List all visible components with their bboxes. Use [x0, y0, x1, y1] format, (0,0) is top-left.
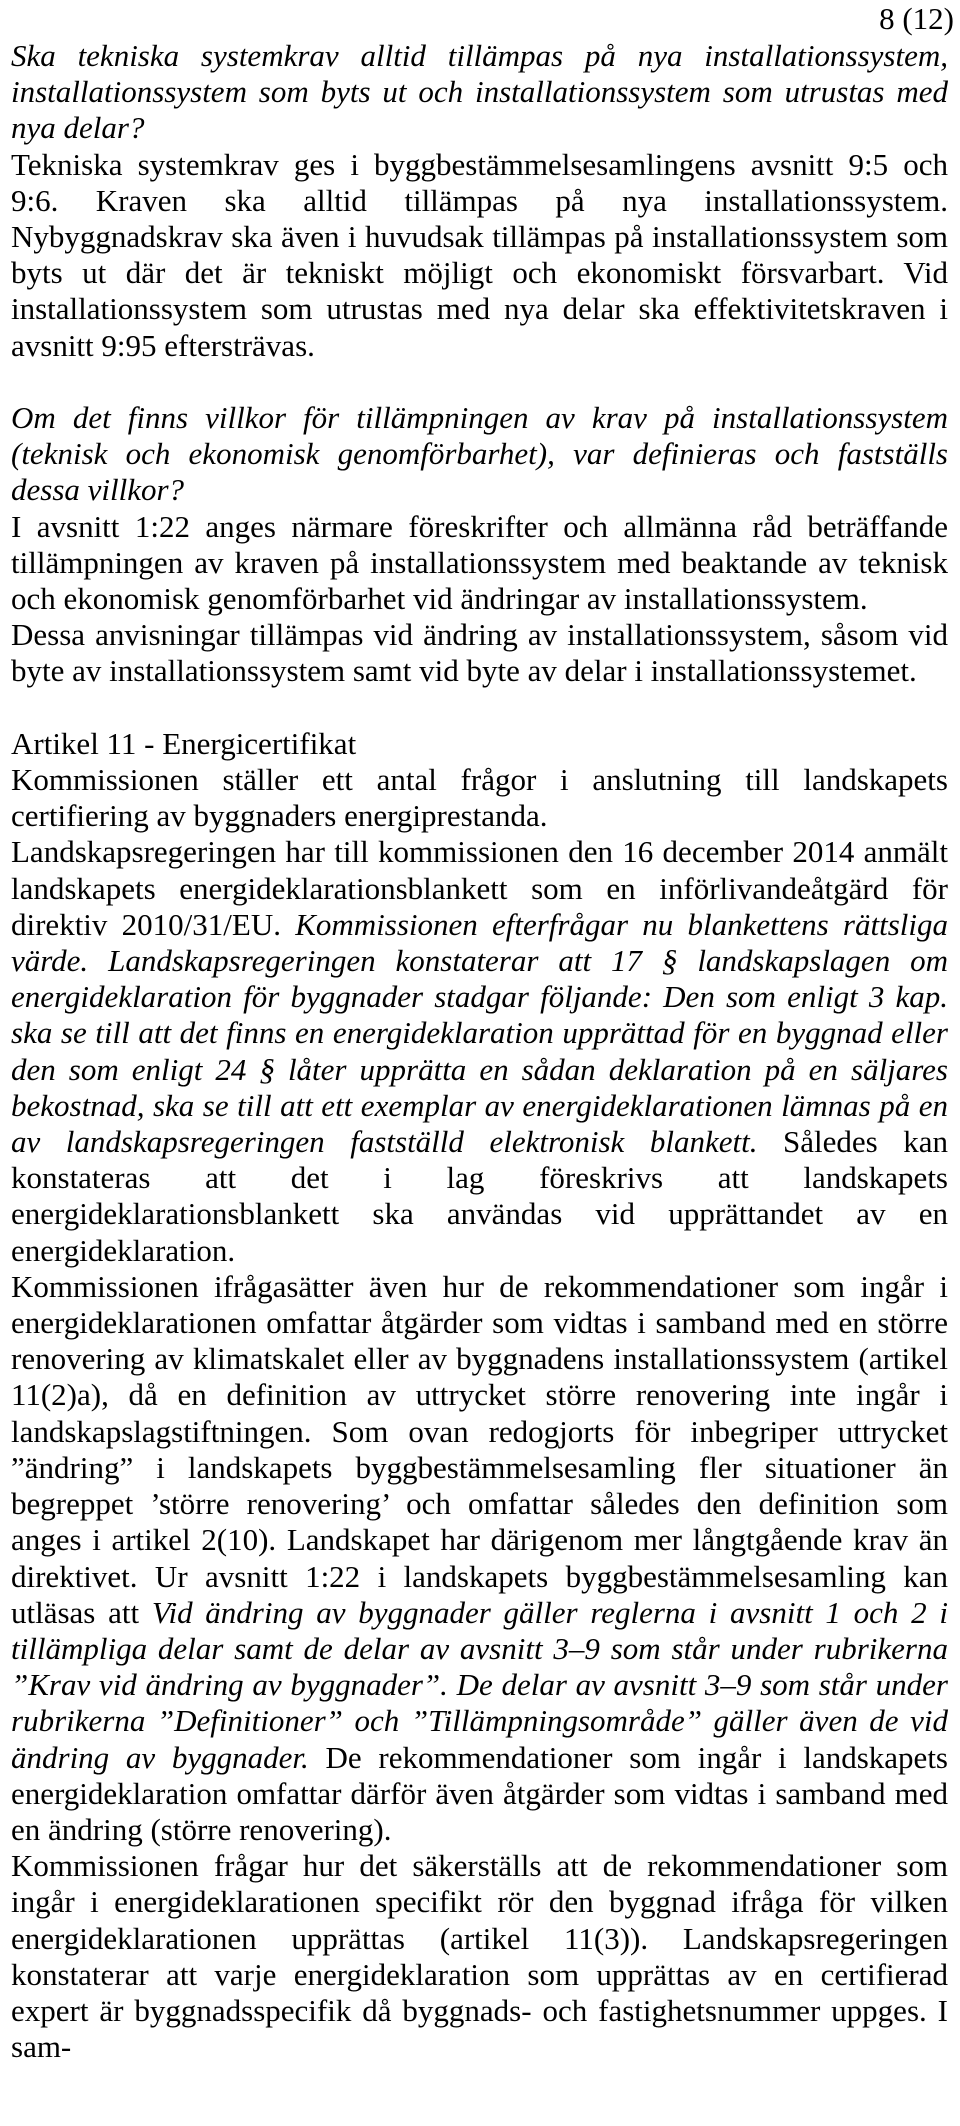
answer-conditions-p1: I avsnitt 1:22 anges närmare föreskrifter och allmänna råd beträffande tillämpningen av kraven på installationssystem med beaktande av teknisk och ekonomisk genomförbarhet vid ändringar av installationssystem. [11, 508, 948, 617]
answer-conditions-p2: Dessa anvisningar tillämpas vid ändring av installationssystem, såsom vid byte av installationssystem samt vid byte av delar i installationssystemet. [11, 617, 948, 689]
page-number: 8 (12) [879, 1, 954, 36]
question-system-requirements: Ska tekniska systemkrav alltid tillämpas på nya installationssystem, installationssystem som byts ut och installationssystem som utrustas med nya delar? [11, 38, 948, 146]
paragraph-major-renovation-b: De rekommendationer som ingår i landskapets energideklaration omfattar därför även åtgärder som vidtas i samband med en ändring (större renovering). [11, 1739, 948, 1847]
paragraph-declaration-form-quote: Kommissionen efterfrågar nu blankettens rättsliga värde. Landskapsregeringen konstaterar att 17 § landskapslagen om energideklaration för byggnader stadgar följande: Den som enligt 3 kap. ska se till att det finns en energideklaration upprättad för en byggnad eller den som enligt 24 § låter upprätta en sådan deklaration på en säljares bekostnad, ska se till att ett exemplar av energideklarationen lämnas på en av landskapsregeringen fastställd elektronisk blankett. [11, 906, 948, 1160]
question-conditions: Om det finns villkor för tillämpningen av krav på installationssystem (teknisk och ekonomisk genomförbarhet), var definieras och fastställs dessa villkor? [11, 400, 948, 508]
paragraph-spacer [11, 364, 948, 400]
document-body [11, 38, 948, 2065]
paragraph-declaration-form [11, 834, 948, 1268]
paragraph-major-renovation-a: Kommissionen ifrågasätter även hur de rekommendationer som ingår i energideklarationen omfattar åtgärder som vidtas i samband med en större renovering av klimatskalet eller av byggnadens installationssystem (artikel 11(2)a), då en definition av uttrycket större renovering inte ingår i landskapslagstiftningen. Som ovan redogjorts för inbegriper uttrycket ”ändring” i landskapets byggbestämmelsesamling fler situationer än begreppet ’större renovering’ och omfattar således den definition som anges i artikel 2(10). Landskapet har därigenom mer långtgående krav än direktivet. Ur avsnitt 1:22 i landskapets byggbestämmelsesamling kan utläsas att [11, 1268, 948, 1630]
paragraph-declaration-form-plain: Landskapsregeringen har till kommissionen den 16 december 2014 anmält landskapets energideklarationsblankett som en införlivandeåtgärd för direktiv 2010/31/EU. [11, 834, 948, 942]
paragraph-building-specific: Kommissionen frågar hur det säkerställs att de rekommendationer som ingår i energideklarationen specifikt rör den byggnad ifråga för vilken energideklarationen upprättas (artikel 11(3)). Landskapsregeringen konstaterar att varje energideklaration som upprättas av en certifierad expert är byggnadsspecifik då byggnads- och fastighetsnummer uppges. I sam- [11, 1848, 948, 2065]
paragraph-intro: Kommissionen ställer ett antal frågor i anslutning till landskapets certifiering av byggnaders energiprestanda. [11, 762, 948, 834]
answer-system-requirements: Tekniska systemkrav ges i byggbestämmelsesamlingens avsnitt 9:5 och 9:6. Kraven ska alltid tillämpas på nya installationssystem. Nybyggnadskrav ska även i huvudsak tillämpas på installationssystem som byts ut där det är tekniskt möjligt och ekonomiskt försvarbart. Vid installationssystem som utrustas med nya delar ska effektivitetskraven i avsnitt 9:95 eftersträvas. [11, 146, 948, 363]
paragraph-declaration-form-tail: Således kan konstateras att det i lag föreskrivs att landskapets energideklarationsblankett ska användas vid upprättandet av en energideklaration. [11, 1124, 948, 1268]
paragraph-major-renovation [11, 1269, 948, 1848]
paragraph-major-renovation-quote: Vid ändring av byggnader gäller reglerna i avsnitt 1 och 2 i tillämpliga delar samt de delar av avsnitt 3–9 som står under rubrikerna ”Krav vid ändring av byggnader”. De delar av avsnitt 3–9 som står under rubrikerna ”Definitioner” och ”Tillämpningsområde” gäller även de vid ändring av byggnader. [11, 1594, 948, 1775]
paragraph-spacer [11, 690, 948, 726]
section-heading: Artikel 11 - Energicertifikat [11, 725, 357, 761]
